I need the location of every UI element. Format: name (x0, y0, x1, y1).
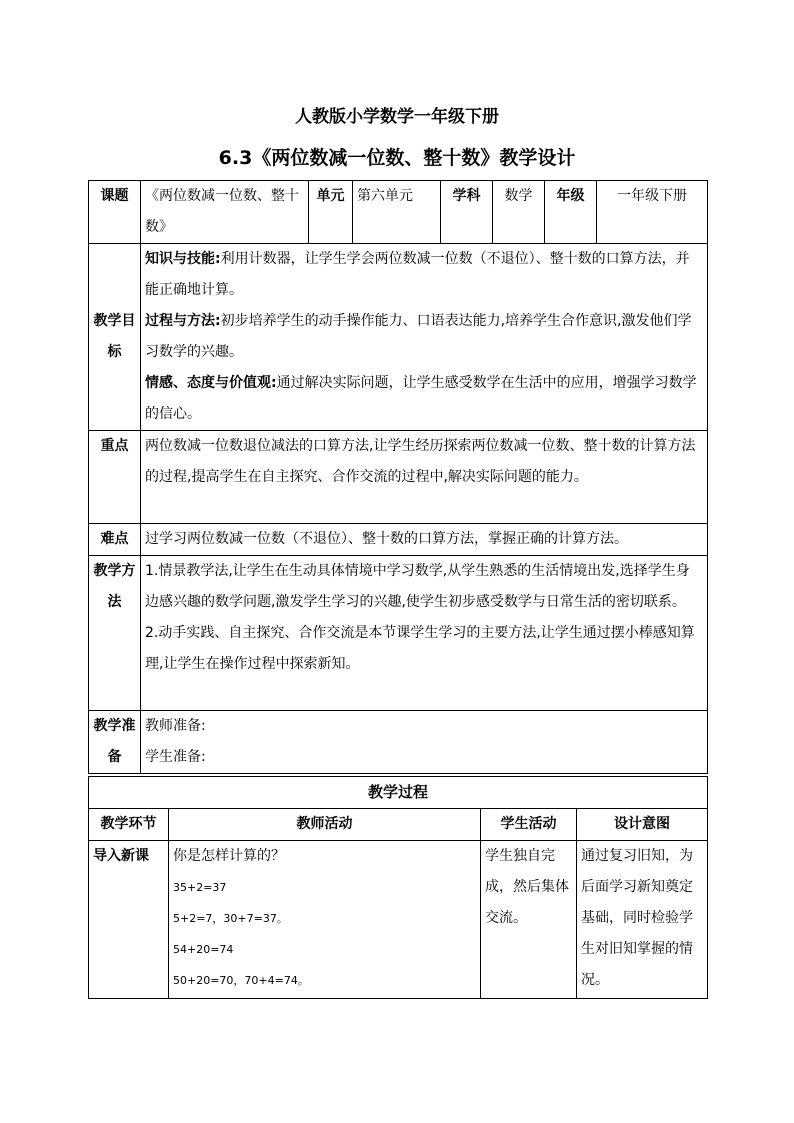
key-label: 重点 (89, 431, 141, 524)
method-label: 教学方法 (89, 556, 141, 711)
goals-cell (141, 244, 708, 431)
document-title: 人教版小学数学一年级下册 (295, 107, 499, 127)
grade-label: 年级 (545, 181, 597, 244)
teacher-question: 你是怎样计算的？ (173, 848, 285, 864)
goal-knowledge (145, 244, 703, 306)
topic-value: 《两位数减一位数、整十数》 (141, 181, 309, 244)
teacher-prep: 教师准备: (145, 718, 206, 734)
method-item-1: 1.情景教学法,让学生在生动具体情境中学习数学,从学生熟悉的生活情境出发,选择学生身边感兴趣的数学问题,激发学生学习的兴趣,使学生初步感受数学与日常生活的密切联系。 (145, 563, 690, 610)
stage-intro: 导入新课 (89, 841, 169, 999)
prep-label: 教学准备 (89, 711, 141, 774)
header-student-activity: 学生活动 (481, 809, 577, 841)
teacher-line: 35+2=37 (173, 881, 227, 894)
teaching-process-table (88, 776, 708, 999)
unit-label: 单元 (309, 181, 353, 244)
difficulty-label: 难点 (89, 524, 141, 556)
unit-value: 第六单元 (353, 181, 441, 244)
lesson-title: 6.3《两位数减一位数、整十数》教学设计 (218, 147, 576, 169)
goal-process (145, 306, 703, 368)
prep-cell (141, 711, 708, 774)
student-activity: 学生独自完成，然后集体交流。 (481, 841, 577, 999)
teacher-line: 50+20=70，70+4=74。 (173, 974, 309, 987)
goal-knowledge-text: 利用计数器，让学生学会两位数减一位数（不退位）、整十数的口算方法，并能正确地计算。 (145, 251, 690, 298)
lesson-info-table (88, 180, 708, 774)
grade-value: 一年级下册 (597, 181, 708, 244)
difficulty-text: 过学习两位数减一位数（不退位）、整十数的口算方法，掌握正确的计算方法。 (141, 524, 708, 556)
design-intent: 通过复习旧知，为后面学习新知奠定基础，同时检验学生对旧知掌握的情况。 (577, 841, 708, 999)
teacher-line: 5+2=7，30+7=37。 (173, 912, 288, 925)
goal-knowledge-head: 知识与技能: (145, 251, 221, 267)
goal-attitude (145, 368, 703, 430)
goal-process-text: 初步培养学生的动手操作能力、口语表达能力,培养学生合作意识,激发他们学习数学的兴趣。 (145, 313, 692, 360)
process-title: 教学过程 (89, 777, 708, 809)
method-item-2: 2.动手实践、自主探究、合作交流是本节课学生学习的主要方法,让学生通过摆小棒感知算理,让学生在操作过程中探索新知。 (145, 625, 695, 672)
goal-attitude-head: 情感、态度与价值观: (145, 375, 277, 391)
goals-label: 教学目标 (89, 244, 141, 431)
header-stage: 教学环节 (89, 809, 169, 841)
key-text: 两位数减一位数退位减法的口算方法,让学生经历探索两位数减一位数、整十数的计算方法的过程,提高学生在自主探究、合作交流的过程中,解决实际问题的能力。 (141, 431, 708, 524)
subject-label: 学科 (441, 181, 493, 244)
method-cell (141, 556, 708, 711)
student-prep: 学生准备: (145, 749, 206, 765)
header-teacher-activity: 教师活动 (169, 809, 481, 841)
teacher-activity-cell (169, 841, 481, 999)
header-design-intent: 设计意图 (577, 809, 708, 841)
teacher-line: 54+20=74 (173, 943, 234, 956)
goal-attitude-text: 通过解决实际问题，让学生感受数学在生活中的应用，增强学习数学的信心。 (145, 375, 697, 422)
goal-process-head: 过程与方法: (145, 313, 221, 329)
topic-label: 课题 (89, 181, 141, 244)
subject-value: 数学 (493, 181, 545, 244)
